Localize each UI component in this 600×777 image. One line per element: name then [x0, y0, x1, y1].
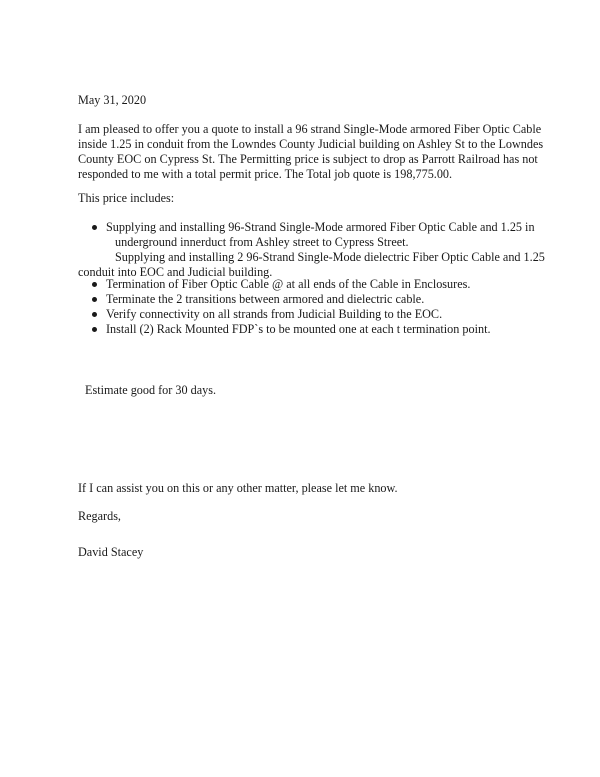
list-item: Terminate the 2 transitions between armored and dielectric cable. [106, 292, 425, 306]
intro-paragraph [78, 122, 544, 182]
letter-date: May 31, 2020 [78, 93, 147, 107]
closing: Regards, [78, 509, 121, 523]
list-item: Termination of Fiber Optic Cable @ at all ends of the Cable in Enclosures. [106, 277, 471, 291]
list-item: Verify connectivity on all strands from Judicial Building to the EOC. [106, 307, 443, 321]
intro-line: I am pleased to offer you a quote to install a 96 strand Single-Mode armored Fiber Optic Cable [78, 122, 542, 136]
bullet-dot-icon [92, 225, 97, 230]
bullet-dot-icon [92, 327, 97, 332]
includes-heading: This price includes: [78, 191, 175, 205]
bullet-dot-icon [92, 297, 97, 302]
list-item-line: conduit into EOC and Judicial building. [78, 265, 273, 279]
list-item-line: underground innerduct from Ashley street to Cypress Street. [115, 235, 409, 249]
intro-line: County EOC on Cypress St. The Permitting price is subject to drop as Parrott Railroad has not [78, 152, 538, 166]
bullet-dot-icon [92, 282, 97, 287]
intro-line: responded to me with a total permit price. The Total job quote is 198,775.00. [78, 167, 453, 181]
list-item-line: Supplying and installing 96-Strand Single-Mode armored Fiber Optic Cable and 1.25 in [106, 220, 535, 234]
bullet-dot-icon [92, 312, 97, 317]
signature-name: David Stacey [78, 545, 144, 559]
assist-sentence: If I can assist you on this or any other matter, please let me know. [78, 481, 398, 495]
intro-line: inside 1.25 in conduit from the Lowndes County Judicial building on Ashley St to the Lowndes [78, 137, 544, 151]
list-item: Install (2) Rack Mounted FDP`s to be mounted one at each t termination point. [106, 322, 491, 336]
list-item-line: Supplying and installing 2 96-Strand Single-Mode dielectric Fiber Optic Cable and 1.25 [115, 250, 545, 264]
estimate-note: Estimate good for 30 days. [85, 383, 216, 397]
